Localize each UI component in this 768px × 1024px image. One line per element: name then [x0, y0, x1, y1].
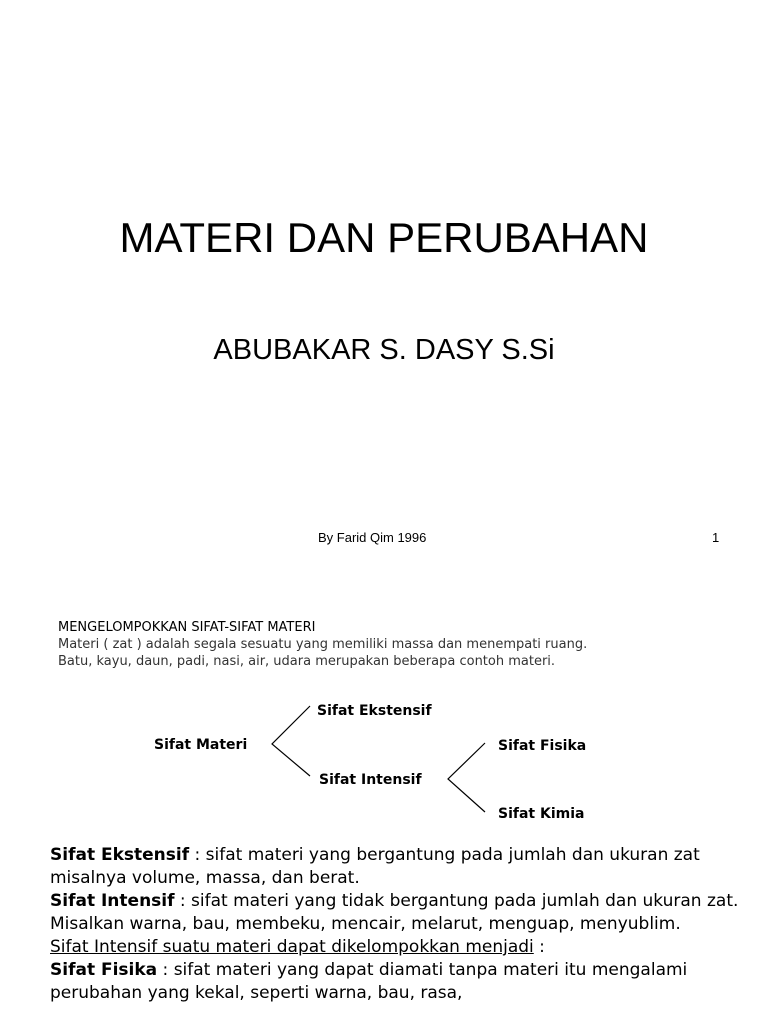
- slide-footer: By Farid Qim 1996: [318, 530, 427, 545]
- intro-line-2: Batu, kayu, daun, padi, nasi, air, udara merupakan beberapa contoh materi.: [58, 654, 556, 669]
- classification-diagram: [140, 692, 620, 832]
- definition-fisika: [50, 959, 750, 1005]
- term-fisika: Sifat Fisika: [50, 960, 158, 980]
- intro-line-1: Materi ( zat ) adalah segala sesuatu yang memiliki massa dan menempati ruang.: [58, 637, 588, 652]
- grouping-line: [50, 936, 750, 959]
- diagram-branch-intensif: [448, 743, 485, 812]
- diagram-intensif-label: Sifat Intensif: [319, 772, 422, 788]
- definition-ekstensif: [50, 844, 750, 890]
- term-intensif: Sifat Intensif: [50, 891, 175, 911]
- diagram-ekstensif-label: Sifat Ekstensif: [317, 703, 432, 719]
- diagram-fisika-label: Sifat Fisika: [498, 738, 587, 754]
- page-number: 1: [712, 530, 720, 545]
- definition-intensif: [50, 890, 750, 936]
- text-fisika: : sifat materi yang dapat diamati tanpa materi itu mengalami perubahan yang kekal, seperti warna, bau, rasa,: [50, 960, 688, 1003]
- diagram-root-label: Sifat Materi: [154, 737, 248, 753]
- slide-subtitle: ABUBAKAR S. DASY S.Si: [213, 334, 555, 366]
- grouping-rest: :: [533, 937, 545, 957]
- grouping-underlined: Sifat Intensif suatu materi dapat dikelompokkan menjadi: [50, 937, 534, 957]
- text-intensif: : sifat materi yang tidak bergantung pada jumlah dan ukuran zat. Misalkan warna, bau, membeku, mencair, melarut, menguap, menyublim.: [50, 891, 739, 934]
- slide-title: MATERI DAN PERUBAHAN: [119, 214, 649, 261]
- definitions-text: [50, 844, 750, 1005]
- section-heading: MENGELOMPOKKAN SIFAT-SIFAT MATERI: [58, 620, 316, 635]
- term-ekstensif: Sifat Ekstensif: [50, 845, 190, 865]
- text-ekstensif: : sifat materi yang bergantung pada jumlah dan ukuran zat misalnya volume, massa, dan berat.: [50, 845, 700, 888]
- diagram-branch-root: [272, 706, 310, 776]
- section-intro: [58, 619, 587, 670]
- diagram-kimia-label: Sifat Kimia: [498, 806, 585, 822]
